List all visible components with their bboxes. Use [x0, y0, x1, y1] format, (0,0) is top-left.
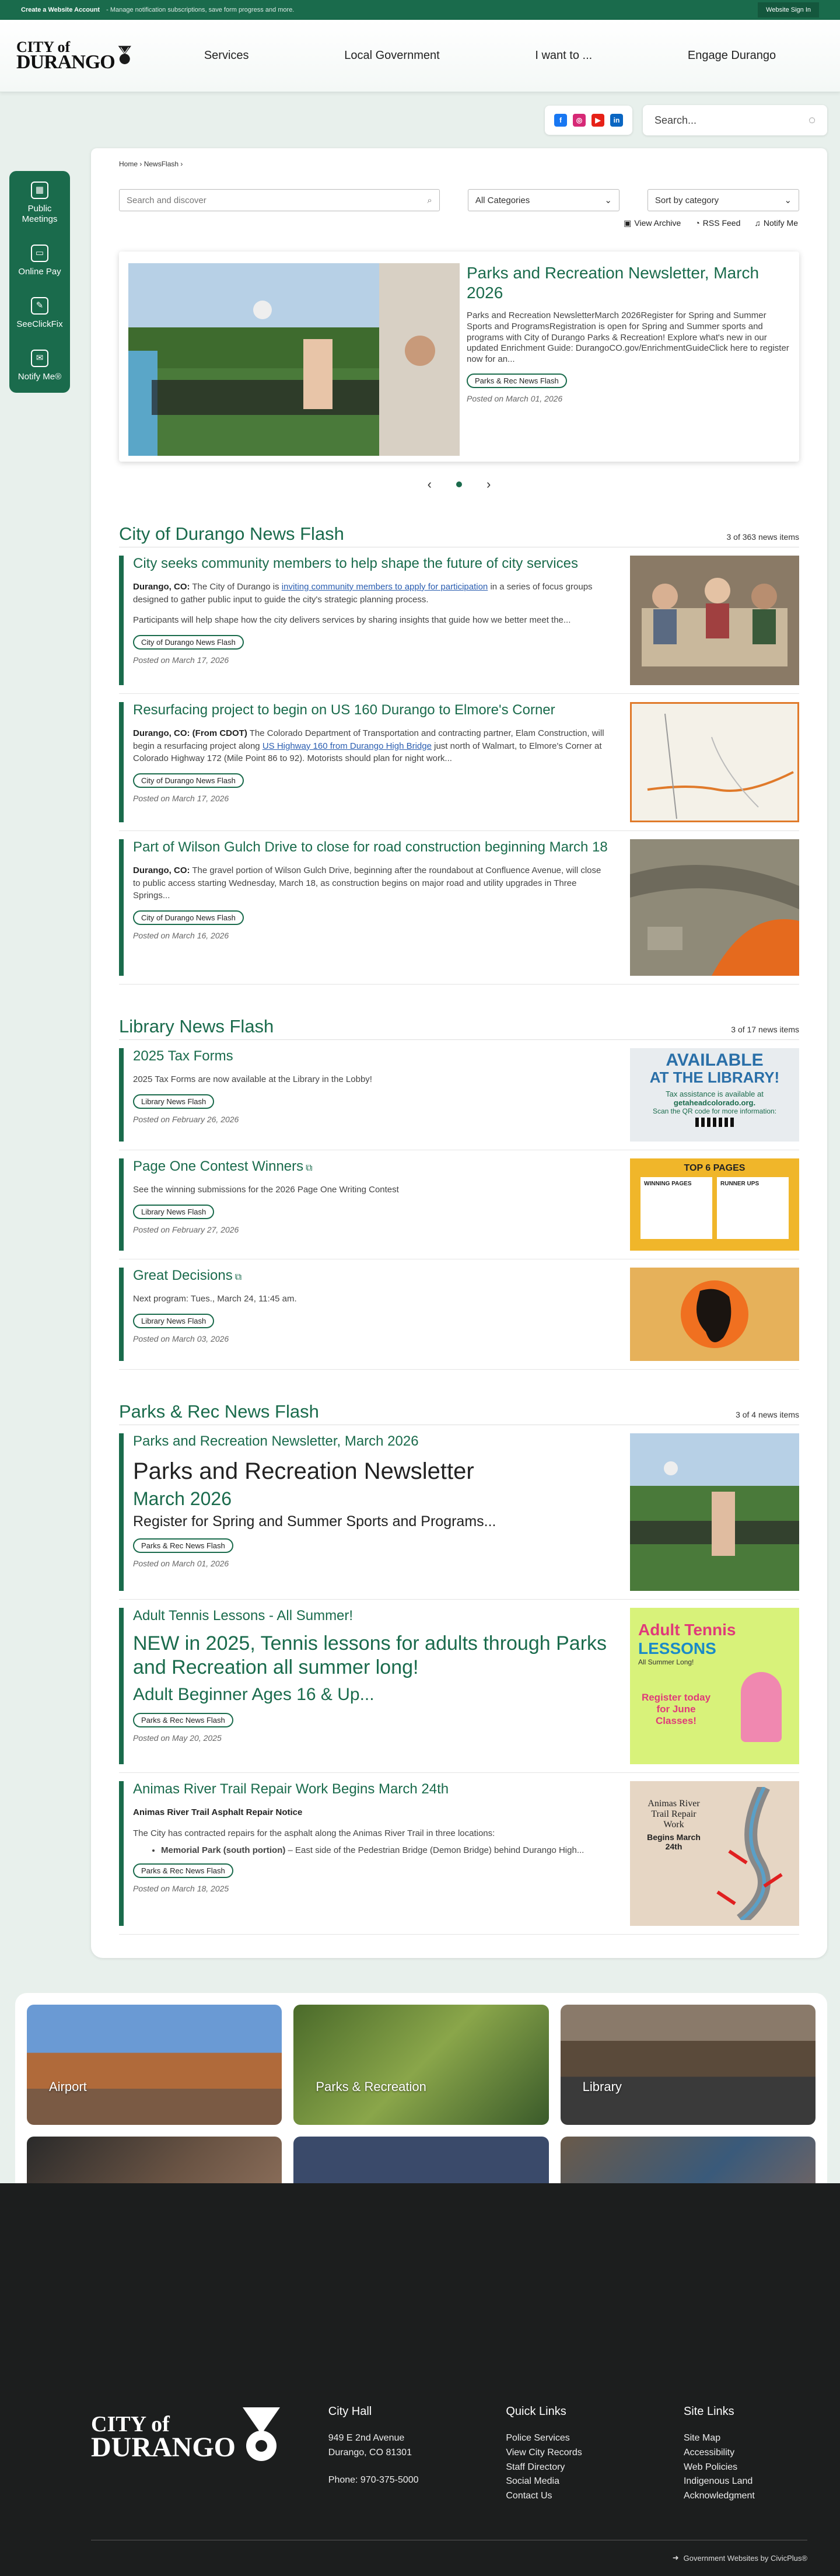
footer-link[interactable]: Contact Us: [506, 2491, 552, 2501]
footer-quick-links: [506, 2405, 684, 2504]
item-headline: NEW in 2025, Tennis lessons for adults through Parks and Recreation all summer long!: [133, 1632, 607, 1678]
sort-value: Sort by category: [654, 195, 719, 205]
list-item: [119, 1600, 799, 1773]
item-posted: Posted on March 17, 2026: [133, 794, 229, 804]
thumb-text: getaheadcolorado.org.: [673, 1098, 756, 1107]
news-actions: [119, 218, 799, 228]
item-lead: Durango, CO:: [133, 865, 190, 875]
item-title[interactable]: Animas River Trail Repair Work Begins March 24th: [133, 1781, 449, 1797]
item-link[interactable]: inviting community members to apply for participation: [281, 581, 488, 592]
featured-tag[interactable]: Parks & Rec News Flash: [467, 374, 567, 388]
item-subheadline: Adult Beginner Ages 16 & Up...: [133, 1685, 374, 1705]
search-spinner-icon[interactable]: ◌: [808, 113, 816, 127]
breadcrumb-newsflash[interactable]: NewsFlash: [144, 160, 179, 168]
chevron-right-icon[interactable]: ›: [487, 477, 491, 491]
thumb-text: AT THE LIBRARY!: [649, 1069, 780, 1086]
featured-image[interactable]: [128, 263, 460, 456]
thumb-text: LESSONS: [638, 1639, 716, 1657]
section-title[interactable]: Parks & Rec News Flash: [119, 1401, 319, 1422]
thumb-text: Animas River Trail Repair Work: [648, 1799, 700, 1830]
item-posted: Posted on March 16, 2026: [133, 931, 229, 941]
site-header: [0, 20, 840, 92]
item-headline: Parks and Recreation Newsletter: [133, 1458, 474, 1484]
rss-feed-link[interactable]: [695, 218, 740, 228]
footer-link[interactable]: Indigenous Land Acknowledgment: [683, 2476, 755, 2501]
accent-bar: [119, 1781, 124, 1926]
featured-posted: Posted on March 01, 2026: [467, 393, 563, 403]
news-filters: [119, 189, 799, 211]
city-logo[interactable]: [16, 36, 133, 76]
footer-city-hall: [328, 2405, 506, 2504]
item-posted: Posted on March 18, 2025: [133, 1884, 229, 1894]
list-item: [119, 694, 799, 831]
item-title-text: Page One Contest Winners: [133, 1158, 304, 1174]
youtube-icon[interactable]: ▶: [592, 114, 604, 127]
thumb-text: RUNNER UPS: [717, 1177, 789, 1239]
item-tag[interactable]: Library News Flash: [133, 1314, 214, 1328]
notify-me-link[interactable]: [754, 218, 798, 228]
quicklink-label: Airport: [49, 2079, 87, 2094]
breadcrumb-home[interactable]: Home: [119, 160, 138, 168]
section-count: 3 of 363 news items: [726, 532, 799, 542]
civicplus-icon: ➜: [672, 2553, 679, 2563]
logo-line-2: DURANGO: [16, 51, 115, 73]
thumb-text: Scan the QR code for more information:: [652, 1107, 777, 1115]
accent-bar: [119, 1268, 124, 1361]
item-tag[interactable]: City of Durango News Flash: [133, 773, 244, 788]
thumb-text: Register today for June Classes!: [641, 1692, 711, 1726]
item-teaser: Register for Spring and Summer Sports and Programs...: [133, 1513, 496, 1530]
quicklink-label: Library: [582, 2079, 622, 2094]
item-summary: [133, 581, 609, 606]
sign-in-button[interactable]: Website Sign In: [758, 2, 819, 18]
page-one-thumbnail[interactable]: [630, 1158, 799, 1251]
featured-summary: Parks and Recreation NewsletterMarch 2026Register for Spring and Summer Sports and ProgramsRegistration is open for Spring and Summer sports and programs with City of Durango Parks & Recreation! Explore what's new in our updated Enrichment Guide: DurangoCO.gov/EnrichmentGuideClick here to register now for an...: [467, 310, 789, 365]
trail-map-icon: [706, 1787, 793, 1920]
sort-select[interactable]: [648, 189, 799, 211]
item-title[interactable]: City seeks community members to help shape the future of city services: [133, 556, 578, 571]
item-summary: The City has contracted repairs for the asphalt along the Animas River Trail in three locations:: [133, 1828, 495, 1838]
item-posted: Posted on February 26, 2026: [133, 1114, 239, 1124]
nav-services[interactable]: Services: [204, 49, 249, 62]
account-promo[interactable]: [21, 6, 294, 13]
item-tag[interactable]: City of Durango News Flash: [133, 635, 244, 650]
parks-news-section: [119, 1401, 799, 1935]
item-title[interactable]: Resurfacing project to begin on US 160 Durango to Elmore's Corner: [133, 702, 555, 718]
thumb-text: Adult Tennis: [638, 1621, 736, 1639]
tool-notify-me[interactable]: [18, 350, 61, 382]
map-thumbnail[interactable]: [630, 702, 799, 822]
footer-address-2: Durango, CO 81301: [328, 2447, 412, 2458]
item-summary: See the winning submissions for the 2026 Page One Writing Contest: [133, 1184, 399, 1195]
tool-label: SeeClickFix: [16, 319, 63, 329]
side-toolbar: [9, 171, 70, 393]
featured-body: [467, 263, 790, 450]
site-search-input[interactable]: [643, 105, 827, 135]
item-title[interactable]: [133, 1158, 609, 1175]
footer-site-links: [684, 2405, 807, 2504]
create-account-link[interactable]: Create a Website Account: [21, 6, 100, 13]
tennis-thumbnail[interactable]: [630, 1608, 799, 1764]
item-link[interactable]: US Highway 160 from Durango High Bridge: [262, 741, 432, 751]
social-links: [545, 106, 632, 135]
view-archive-link[interactable]: [624, 218, 681, 228]
main-nav: [133, 49, 824, 62]
site-footer: [0, 2183, 840, 2576]
account-bar: [0, 0, 840, 20]
thumb-text: All Summer Long!: [638, 1658, 694, 1666]
city-news-section: [119, 523, 799, 985]
library-news-section: [119, 1016, 799, 1370]
section-title[interactable]: Library News Flash: [119, 1016, 274, 1036]
thumb-text: TOP 6 PAGES: [684, 1163, 746, 1173]
chevron-down-icon: ⌄: [604, 196, 612, 205]
item-thumbnail[interactable]: [630, 1268, 799, 1361]
section-title[interactable]: City of Durango News Flash: [119, 523, 344, 544]
item-summary: [133, 864, 609, 902]
accent-bar: [119, 556, 124, 685]
item-lead: Durango, CO: (From CDOT): [133, 728, 247, 738]
featured-slide: [119, 252, 799, 462]
create-account-desc: - Manage notification subscriptions, save form progress and more.: [106, 6, 295, 13]
list-item: [119, 1150, 799, 1259]
item-posted: Posted on February 27, 2026: [133, 1224, 239, 1234]
quicklink-label: Parks & Recreation: [316, 2079, 426, 2094]
section-count: 3 of 17 news items: [731, 1025, 799, 1034]
nav-i-want-to[interactable]: I want to ...: [535, 49, 593, 62]
notify-label: Notify Me: [763, 218, 798, 228]
list-item: [119, 831, 799, 985]
thumb-text: Tax assistance is available at: [666, 1089, 764, 1098]
item-posted: Posted on March 03, 2026: [133, 1334, 229, 1343]
item-lead: Durango, CO:: [133, 581, 190, 592]
item-text: The Colorado Department of Transportation and contracting partner, Elam Construction, will begin a resurfacing project along: [133, 728, 604, 751]
footer-link[interactable]: Web Policies: [683, 2462, 738, 2472]
item-posted: Posted on March 17, 2026: [133, 655, 229, 665]
list-item: [119, 1040, 799, 1150]
item-tag[interactable]: Library News Flash: [133, 1205, 214, 1219]
wrench-icon: ✎: [31, 297, 48, 315]
thumb-text: AVAILABLE: [666, 1050, 764, 1070]
tool-label: Public Meetings: [22, 204, 58, 224]
list-item: [119, 1425, 799, 1600]
item-tag[interactable]: Library News Flash: [133, 1094, 214, 1109]
rss-icon: ◔: [695, 218, 700, 228]
rss-label: RSS Feed: [702, 218, 741, 228]
external-link-icon: ⧉: [235, 1272, 242, 1282]
accent-bar: [119, 1433, 124, 1591]
site-search-placeholder: Search...: [654, 114, 697, 126]
news-search-input[interactable]: [119, 189, 440, 211]
item-title[interactable]: 2025 Tax Forms: [133, 1048, 233, 1064]
accent-bar: [119, 1608, 124, 1764]
tax-thumbnail[interactable]: [630, 1048, 799, 1142]
chevron-down-icon: ⌄: [784, 196, 792, 205]
tool-label: Online Pay: [18, 267, 61, 277]
item-subtitle: Animas River Trail Asphalt Repair Notice: [133, 1807, 303, 1817]
item-title[interactable]: Adult Tennis Lessons - All Summer!: [133, 1608, 354, 1624]
tennis-player-icon: [741, 1672, 782, 1742]
footer-link[interactable]: View City Records: [506, 2447, 582, 2458]
bullet-item: [161, 1845, 609, 1855]
accent-bar: [119, 839, 124, 976]
quicklink-parks[interactable]: [293, 2005, 548, 2125]
item-summary-more: Participants will help shape how the city delivers services by sharing insights that guide how we better meet the...: [133, 615, 571, 626]
footer-heading: Quick Links: [506, 2405, 566, 2418]
item-title-text: Great Decisions: [133, 1268, 233, 1283]
search-icon[interactable]: ⌕: [427, 195, 432, 205]
civicplus-label: Government Websites by CivicPlus®: [683, 2553, 807, 2563]
carousel-dot[interactable]: [456, 481, 462, 487]
nav-engage-durango[interactable]: Engage Durango: [687, 49, 776, 62]
footer-link[interactable]: Site Map: [683, 2433, 721, 2443]
civicplus-credit[interactable]: [91, 2540, 807, 2576]
item-title[interactable]: Part of Wilson Gulch Drive to close for road construction beginning March 18: [133, 839, 608, 855]
nav-local-government[interactable]: Local Government: [344, 49, 440, 62]
logo-line-1: CITY of: [16, 38, 71, 55]
bullet-lead: Memorial Park (south portion): [161, 1845, 286, 1856]
footer-link[interactable]: Social Media: [506, 2476, 559, 2487]
item-summary: [133, 727, 609, 765]
item-text: just north of Walmart, to Elmore's Corner at Colorado Highway 172 (Mile Point 86 to 92). Motorists should plan for night work...: [133, 741, 602, 764]
bullet-text: – East side of the Pedestrian Bridge (Demon Bridge) behind Durango High...: [285, 1845, 584, 1856]
chevron-left-icon[interactable]: ‹: [427, 477, 432, 491]
item-title[interactable]: [133, 1268, 609, 1284]
footer-heading: Site Links: [683, 2405, 734, 2418]
linkedin-icon[interactable]: in: [610, 114, 623, 127]
section-count: 3 of 4 news items: [736, 1410, 799, 1419]
news-search-placeholder: Search and discover: [127, 195, 206, 205]
utility-row: [0, 92, 840, 148]
footer-logo-line-1: CITY of: [91, 2412, 170, 2437]
accent-bar: [119, 1048, 124, 1142]
quicklink-library[interactable]: [561, 2005, 816, 2125]
accent-bar: [119, 1158, 124, 1251]
item-posted: Posted on May 20, 2025: [133, 1733, 222, 1743]
item-thumbnail[interactable]: [630, 839, 799, 976]
footer-heading: City Hall: [328, 2405, 372, 2418]
item-title[interactable]: Parks and Recreation Newsletter, March 2026: [133, 1433, 419, 1449]
list-item: [119, 547, 799, 694]
item-posted: Posted on March 01, 2026: [133, 1558, 229, 1568]
item-subheadline: March 2026: [133, 1488, 232, 1509]
locomotive-icon: [115, 36, 133, 76]
trail-thumbnail[interactable]: [630, 1781, 799, 1926]
view-archive-label: View Archive: [634, 218, 681, 228]
item-tag[interactable]: Parks & Rec News Flash: [133, 1713, 233, 1727]
footer-link[interactable]: Accessibility: [683, 2447, 735, 2458]
facebook-icon[interactable]: f: [554, 114, 567, 127]
footer-logo-line-2: DURANGO: [91, 2431, 236, 2463]
list-item: [119, 1773, 799, 1935]
featured-title[interactable]: Parks and Recreation Newsletter, March 2026: [467, 264, 760, 302]
locomotive-icon: [236, 2405, 282, 2469]
carousel-controls: [119, 477, 799, 492]
accent-bar: [119, 702, 124, 822]
thumb-text: WINNING PAGES: [640, 1177, 712, 1239]
category-value: All Categories: [475, 195, 530, 205]
card-icon: ▭: [31, 245, 48, 262]
external-link-icon: ⧉: [306, 1163, 313, 1173]
item-thumbnail[interactable]: [630, 1433, 799, 1591]
tool-seeclickfix[interactable]: [16, 297, 62, 330]
footer-logo[interactable]: [91, 2405, 328, 2504]
item-tag[interactable]: City of Durango News Flash: [133, 910, 244, 925]
item-thumbnail[interactable]: [630, 556, 799, 685]
mail-icon: ✉: [31, 350, 48, 367]
footer-link[interactable]: Staff Directory: [506, 2462, 565, 2472]
footer-phone[interactable]: Phone: 970-375-5000: [328, 2474, 419, 2485]
item-text: The City of Durango is: [190, 581, 282, 592]
quicklink-airport[interactable]: [27, 2005, 282, 2125]
tool-public-meetings[interactable]: [9, 181, 70, 225]
calendar-icon: ▦: [31, 181, 48, 199]
tool-online-pay[interactable]: [18, 245, 61, 277]
item-tag[interactable]: Parks & Rec News Flash: [133, 1863, 233, 1878]
breadcrumb: Home › NewsFlash ›: [119, 160, 183, 168]
item-summary: 2025 Tax Forms are now available at the Library in the Lobby!: [133, 1074, 372, 1084]
item-tag[interactable]: Parks & Rec News Flash: [133, 1538, 233, 1553]
bell-icon: ♫: [754, 218, 761, 228]
qr-code-icon: [695, 1118, 734, 1127]
item-summary: Next program: Tues., March 24, 11:45 am.: [133, 1293, 297, 1304]
thumb-text: Begins March 24th: [647, 1832, 701, 1851]
footer-link[interactable]: Police Services: [506, 2433, 570, 2443]
item-bullets: [161, 1845, 609, 1855]
tool-label: Notify Me®: [18, 372, 62, 382]
news-main: [91, 148, 827, 1958]
category-select[interactable]: [468, 189, 620, 211]
item-text: in a series of focus groups designed to gather public input to guide the city's strategic planning process.: [133, 581, 593, 605]
archive-icon: ▣: [624, 218, 632, 228]
list-item: [119, 1259, 799, 1370]
item-text: The gravel portion of Wilson Gulch Drive, beginning after the roundabout at Confluence Avenue, will close to public access starting Wednesday, March 18, as construction begins on major road and utility upgrades in Three Springs...: [133, 865, 601, 901]
footer-address-1: 949 E 2nd Avenue: [328, 2433, 405, 2443]
instagram-icon[interactable]: ◎: [573, 114, 586, 127]
